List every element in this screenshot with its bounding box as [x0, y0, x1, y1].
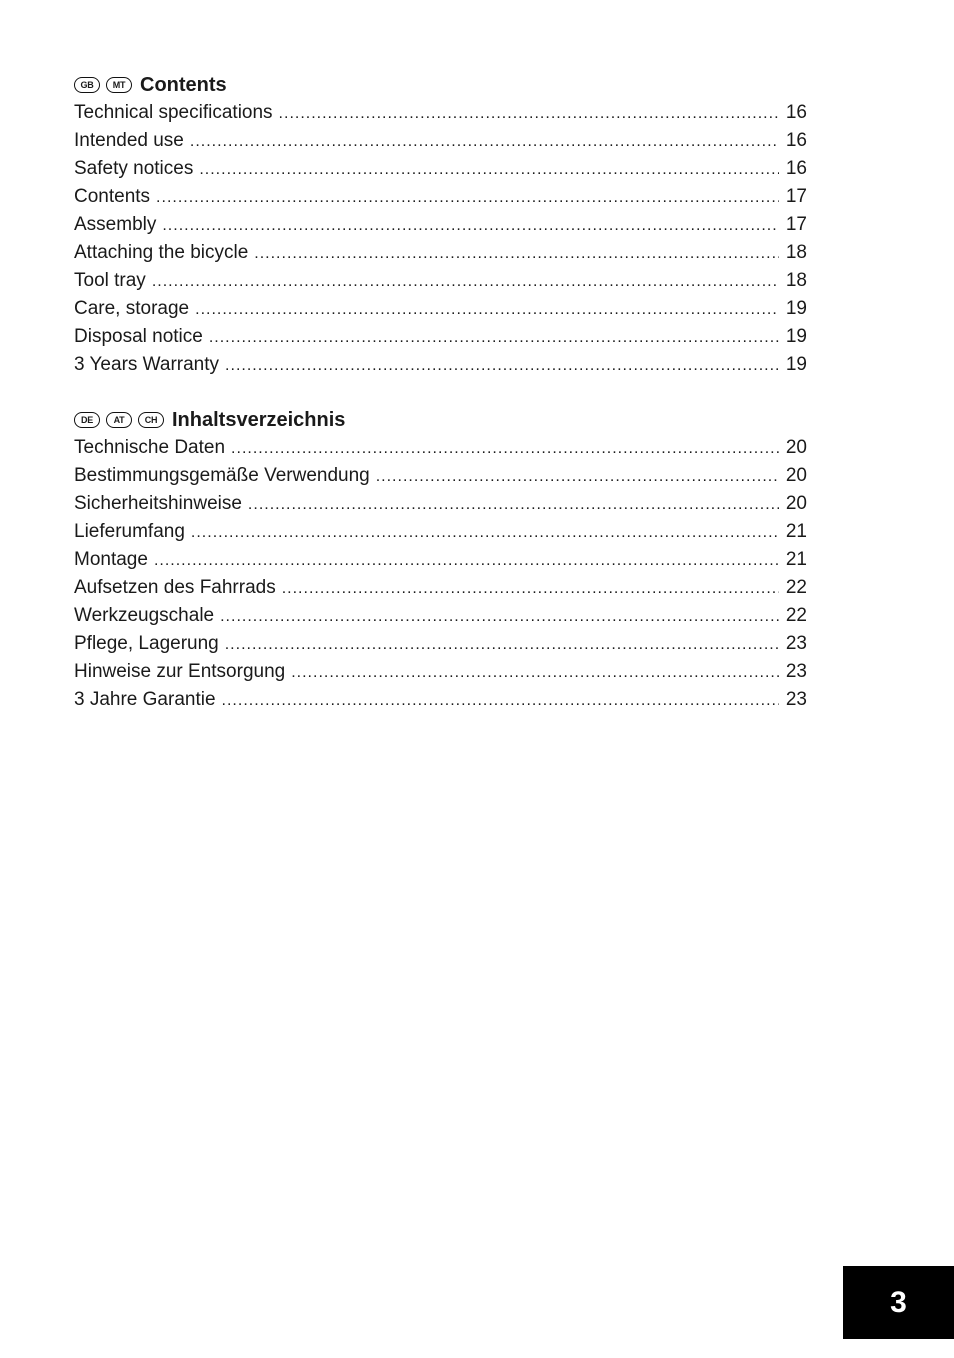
country-badge-gb: GB	[74, 77, 100, 93]
toc-entry[interactable]	[74, 267, 807, 295]
toc-entry[interactable]	[74, 351, 807, 379]
page-number-box	[843, 1266, 954, 1339]
toc-entry-label: Attaching the bicycle	[74, 242, 249, 263]
dot-leader	[162, 212, 779, 239]
dot-leader	[254, 240, 779, 267]
dot-leader	[279, 100, 779, 127]
toc-entry-label: Technical specifications	[74, 102, 273, 123]
dot-leader	[195, 296, 779, 323]
toc-entry-page: 19	[785, 326, 807, 347]
toc-entry-label: Safety notices	[74, 158, 194, 179]
toc-entry[interactable]	[74, 546, 807, 574]
toc-entry-page: 23	[785, 633, 807, 654]
toc-entry-label: Intended use	[74, 130, 184, 151]
toc-entry-label: Pflege, Lagerung	[74, 633, 219, 654]
dot-leader	[190, 128, 779, 155]
toc-entry-label: Hinweise zur Entsorgung	[74, 661, 286, 682]
toc-section-german	[74, 406, 807, 714]
dot-leader	[199, 156, 779, 183]
dot-leader	[152, 268, 779, 295]
dot-leader	[225, 352, 779, 379]
toc-entry-page: 18	[785, 242, 807, 263]
dot-leader	[222, 687, 779, 714]
toc-entry-label: Contents	[74, 186, 151, 207]
dot-leader	[231, 435, 779, 462]
toc-entry[interactable]	[74, 686, 807, 714]
toc-entry-page: 17	[785, 186, 807, 207]
toc-entry-page: 16	[785, 158, 807, 179]
toc-entry[interactable]	[74, 658, 807, 686]
toc-entry-label: Aufsetzen des Fahrrads	[74, 577, 276, 598]
section-heading	[74, 71, 807, 99]
toc-entry[interactable]	[74, 490, 807, 518]
toc-entry[interactable]	[74, 211, 807, 239]
toc-entry-page: 22	[785, 577, 807, 598]
toc-entry[interactable]	[74, 630, 807, 658]
toc-entry-page: 17	[785, 214, 807, 235]
toc-entry[interactable]	[74, 574, 807, 602]
dot-leader	[225, 631, 779, 658]
dot-leader	[209, 324, 779, 351]
dot-leader	[154, 547, 779, 574]
toc-entry[interactable]	[74, 183, 807, 211]
toc-entry-page: 19	[785, 298, 807, 319]
toc-entry[interactable]	[74, 462, 807, 490]
toc-entry-page: 16	[785, 102, 807, 123]
toc-entry-page: 23	[785, 689, 807, 710]
toc-entry[interactable]	[74, 155, 807, 183]
toc-entry-label: Disposal notice	[74, 326, 203, 347]
country-badge-de: DE	[74, 412, 100, 428]
dot-leader	[156, 184, 779, 211]
toc-entry[interactable]	[74, 99, 807, 127]
dot-leader	[291, 659, 779, 686]
toc-entry[interactable]	[74, 127, 807, 155]
toc-entry-label: 3 Years Warranty	[74, 354, 220, 375]
toc-entry-label: Werkzeugschale	[74, 605, 215, 626]
dot-leader	[248, 491, 779, 518]
toc-entry-label: Tool tray	[74, 270, 146, 291]
page-number: 3	[890, 1285, 907, 1319]
toc-entry[interactable]	[74, 323, 807, 351]
toc-entry-label: Lieferumfang	[74, 521, 185, 542]
country-badge-ch: CH	[138, 412, 164, 428]
toc-entry-page: 22	[785, 605, 807, 626]
toc-entry[interactable]	[74, 602, 807, 630]
toc-entry-label: 3 Jahre Garantie	[74, 689, 216, 710]
dot-leader	[191, 519, 779, 546]
toc-entry-label: Montage	[74, 549, 148, 570]
toc-section-english	[74, 71, 807, 379]
toc-entry-label: Sicherheitshinweise	[74, 493, 242, 514]
toc-entry-page: 19	[785, 354, 807, 375]
toc-entry-label: Bestimmungsgemäße Verwendung	[74, 465, 370, 486]
toc-entry[interactable]	[74, 239, 807, 267]
toc-entry[interactable]	[74, 295, 807, 323]
toc-entry-label: Technische Daten	[74, 437, 226, 458]
country-badge-at: AT	[106, 412, 132, 428]
toc-entry-page: 21	[785, 521, 807, 542]
toc-entry[interactable]	[74, 434, 807, 462]
toc-entry-page: 20	[785, 465, 807, 486]
toc-entry-page: 20	[785, 437, 807, 458]
toc-entry-page: 16	[785, 130, 807, 151]
toc-entry[interactable]	[74, 518, 807, 546]
toc-entry-page: 23	[785, 661, 807, 682]
dot-leader	[376, 463, 779, 490]
toc-entry-page: 21	[785, 549, 807, 570]
toc-entry-label: Care, storage	[74, 298, 190, 319]
section-title: Inhaltsverzeichnis	[172, 408, 346, 431]
country-badge-mt: MT	[106, 77, 132, 93]
section-title: Contents	[140, 73, 227, 96]
dot-leader	[220, 603, 779, 630]
toc-entry-page: 20	[785, 493, 807, 514]
toc-entry-label: Assembly	[74, 214, 157, 235]
toc-entry-page: 18	[785, 270, 807, 291]
dot-leader	[282, 575, 779, 602]
section-heading	[74, 406, 807, 434]
